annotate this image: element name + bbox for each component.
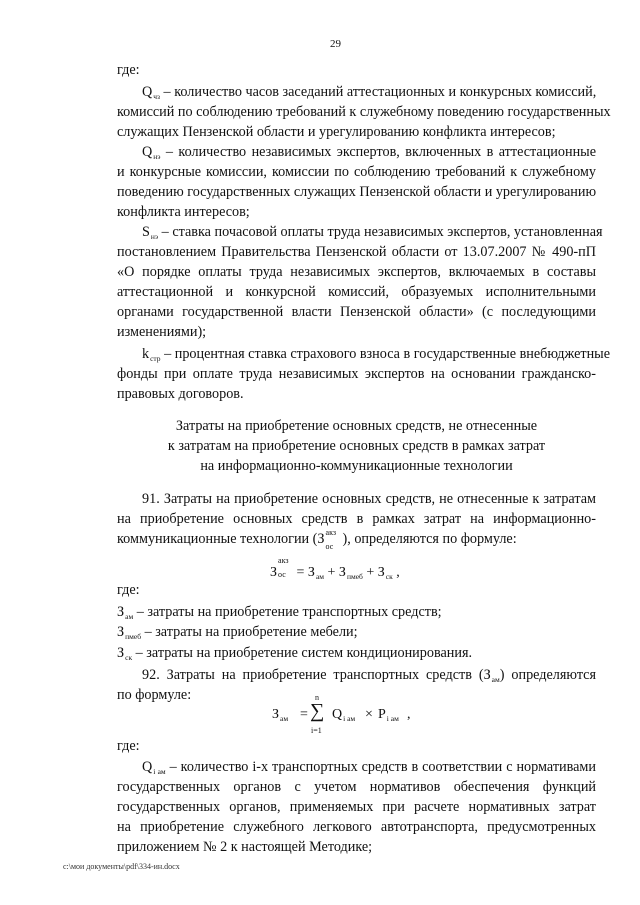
term-q-iam	[332, 707, 355, 723]
term-z-sk: З	[377, 565, 385, 580]
plus-sign: +	[366, 565, 375, 580]
definition-text: – ставка почасовой оплаты труда независимых экспертов, установленная	[161, 224, 603, 240]
term-sub: ам	[315, 572, 325, 581]
definition-text: – количество i-х транспортных средств в соответствии с нормативами	[169, 759, 596, 775]
p91-text-pre: коммуникационные технологии (	[117, 531, 318, 547]
def-s-ne-line-6: изменениями);	[117, 324, 207, 340]
formula-lhs-sub: ос	[278, 570, 286, 579]
p92-text-post: ) определяются	[499, 667, 597, 683]
def-q-ne-line-3: поведению государственных служащих Пензенской области и урегулированию	[117, 184, 597, 200]
p91-line-1: 91. Затраты на приобретение основных средств, не отнесенные к затратам	[142, 491, 596, 507]
definition-text: – затраты на приобретение систем кондиционирования.	[135, 645, 473, 661]
def-s-ne-line-5: органами государственной власти Пензенской области» (с последующими	[117, 304, 596, 320]
where-label-2: где:	[117, 582, 140, 598]
equals-sign: =	[296, 565, 305, 580]
term-z-am: З	[307, 565, 315, 580]
formula-91	[270, 556, 400, 581]
plus-sign: +	[327, 565, 336, 580]
def-q-chz-line-2: комиссий по соблюдению требований к служебному поведению государственных	[117, 104, 611, 120]
where-label: где:	[117, 62, 140, 78]
definition-text: – затраты на приобретение транспортных средств;	[136, 604, 442, 620]
formula-lhs-symbol: З	[272, 707, 280, 722]
symbol-sub: ам	[125, 612, 134, 621]
term-sub: пмеб	[346, 572, 363, 581]
term-sub: ск	[385, 572, 393, 581]
term-p-sub: i ам	[386, 714, 399, 723]
equals-sign: =	[300, 707, 308, 722]
sum-lower-limit: i=1	[311, 726, 322, 735]
def-q-iam-line-2: государственных органов с учетом нормативов обеспечения функций	[117, 779, 596, 795]
p91-line-2: на приобретение основных средств в рамках затрат на информационно-	[117, 511, 596, 527]
section-title-line-2: к затратам на приобретение основных средств в рамках затрат	[167, 438, 546, 454]
def-k-str-line-2: фонды при оплате труда независимых экспертов на основании гражданско-	[117, 366, 596, 382]
page-number: 29	[330, 38, 341, 50]
symbol-sub: чз	[153, 92, 160, 101]
sum-sigma: ∑	[310, 700, 325, 722]
formula-lhs-sub: ам	[280, 714, 289, 723]
p92-line-2: по формуле:	[117, 687, 192, 703]
formula-lhs-sup: акз	[278, 556, 289, 565]
p91-text-post: ), определяются по формуле:	[342, 531, 517, 547]
def-q-ne-line-4: конфликта интересов;	[117, 204, 250, 220]
symbol-sub: стр	[150, 354, 161, 363]
symbol-sub: ск	[125, 653, 133, 662]
symbol-sub: i ам	[153, 767, 166, 776]
sum-upper-limit: n	[315, 693, 319, 702]
symbol-s: S	[142, 224, 150, 240]
term-p-iam	[378, 707, 399, 723]
def-s-ne-line-4: аттестационной и конкурсной комиссий, образуемых исполнительными	[117, 284, 596, 300]
def-q-iam-line-3: государственных органов, применяемых при расчете нормативных затрат	[117, 799, 596, 815]
def-s-ne-line-2: постановлением Правительства Пензенской области от 13.07.2007 № 490-пП	[117, 244, 596, 260]
p91-line-3	[117, 529, 596, 549]
symbol-k: k	[142, 346, 150, 362]
symbol-q: Q	[142, 759, 153, 775]
symbol-sub: пмеб	[125, 632, 142, 641]
symbol-q: Q	[142, 144, 153, 160]
symbol-sub: ам	[491, 675, 500, 684]
definition-text: – процентная ставка страхового взноса в государственные внебюджетные	[164, 346, 611, 362]
symbol-z: З	[483, 667, 491, 683]
definition-text: – затраты на приобретение мебели;	[144, 624, 358, 640]
symbol-z: З	[117, 624, 125, 640]
def-q-chz-line-3: служащих Пензенской области и урегулированию конфликта интересов;	[117, 124, 556, 140]
term-q-sub: i ам	[343, 714, 356, 723]
formula-end: ,	[396, 565, 400, 580]
symbol-sup: акз	[325, 528, 337, 537]
times-sign: ×	[365, 707, 373, 722]
symbol-z: З	[317, 531, 325, 547]
symbol-z: З	[117, 645, 125, 661]
term-q: Q	[332, 707, 343, 722]
term-p: P	[378, 707, 386, 722]
section-title-line-1: Затраты на приобретение основных средств, не отнесенные	[175, 418, 538, 434]
definition-text: – количество независимых экспертов, включенных в аттестационные	[165, 144, 596, 160]
section-title-line-3: на информационно-коммуникационные технологии	[200, 458, 513, 474]
formula-lhs	[272, 707, 288, 723]
term-z-pmeb: З	[338, 565, 346, 580]
def-q-iam-line-5: приложением № 2 к настоящей Методике;	[117, 839, 373, 855]
symbol-sub: ос	[325, 542, 334, 551]
where-label-3: где:	[117, 738, 140, 754]
symbol-sub: нэ	[150, 232, 159, 241]
def-q-ne-line-2: и конкурсные комиссии, комиссии по соблюдению требований к служебному	[117, 164, 596, 180]
def-s-ne-line-3: «О порядке оплаты труда независимых экспертов, включаемых в составы	[117, 264, 596, 280]
p92-text-pre: 92. Затраты на приобретение транспортных средств (	[142, 667, 484, 683]
symbol-sub: нэ	[153, 152, 161, 161]
def-q-iam-line-4: на приобретение служебного легкового автотранспорта, предусмотренных	[117, 819, 596, 835]
def-k-str-line-3: правовых договоров.	[117, 386, 244, 402]
formula-end: ,	[407, 707, 411, 722]
formula-lhs: З	[270, 565, 278, 580]
definition-text: – количество часов заседаний аттестационных и конкурсных комиссий,	[163, 84, 597, 100]
file-path-footer: c:\мои документы\pdf\334-ин.docx	[63, 862, 180, 871]
symbol-q: Q	[142, 84, 153, 100]
symbol-z: З	[117, 604, 125, 620]
